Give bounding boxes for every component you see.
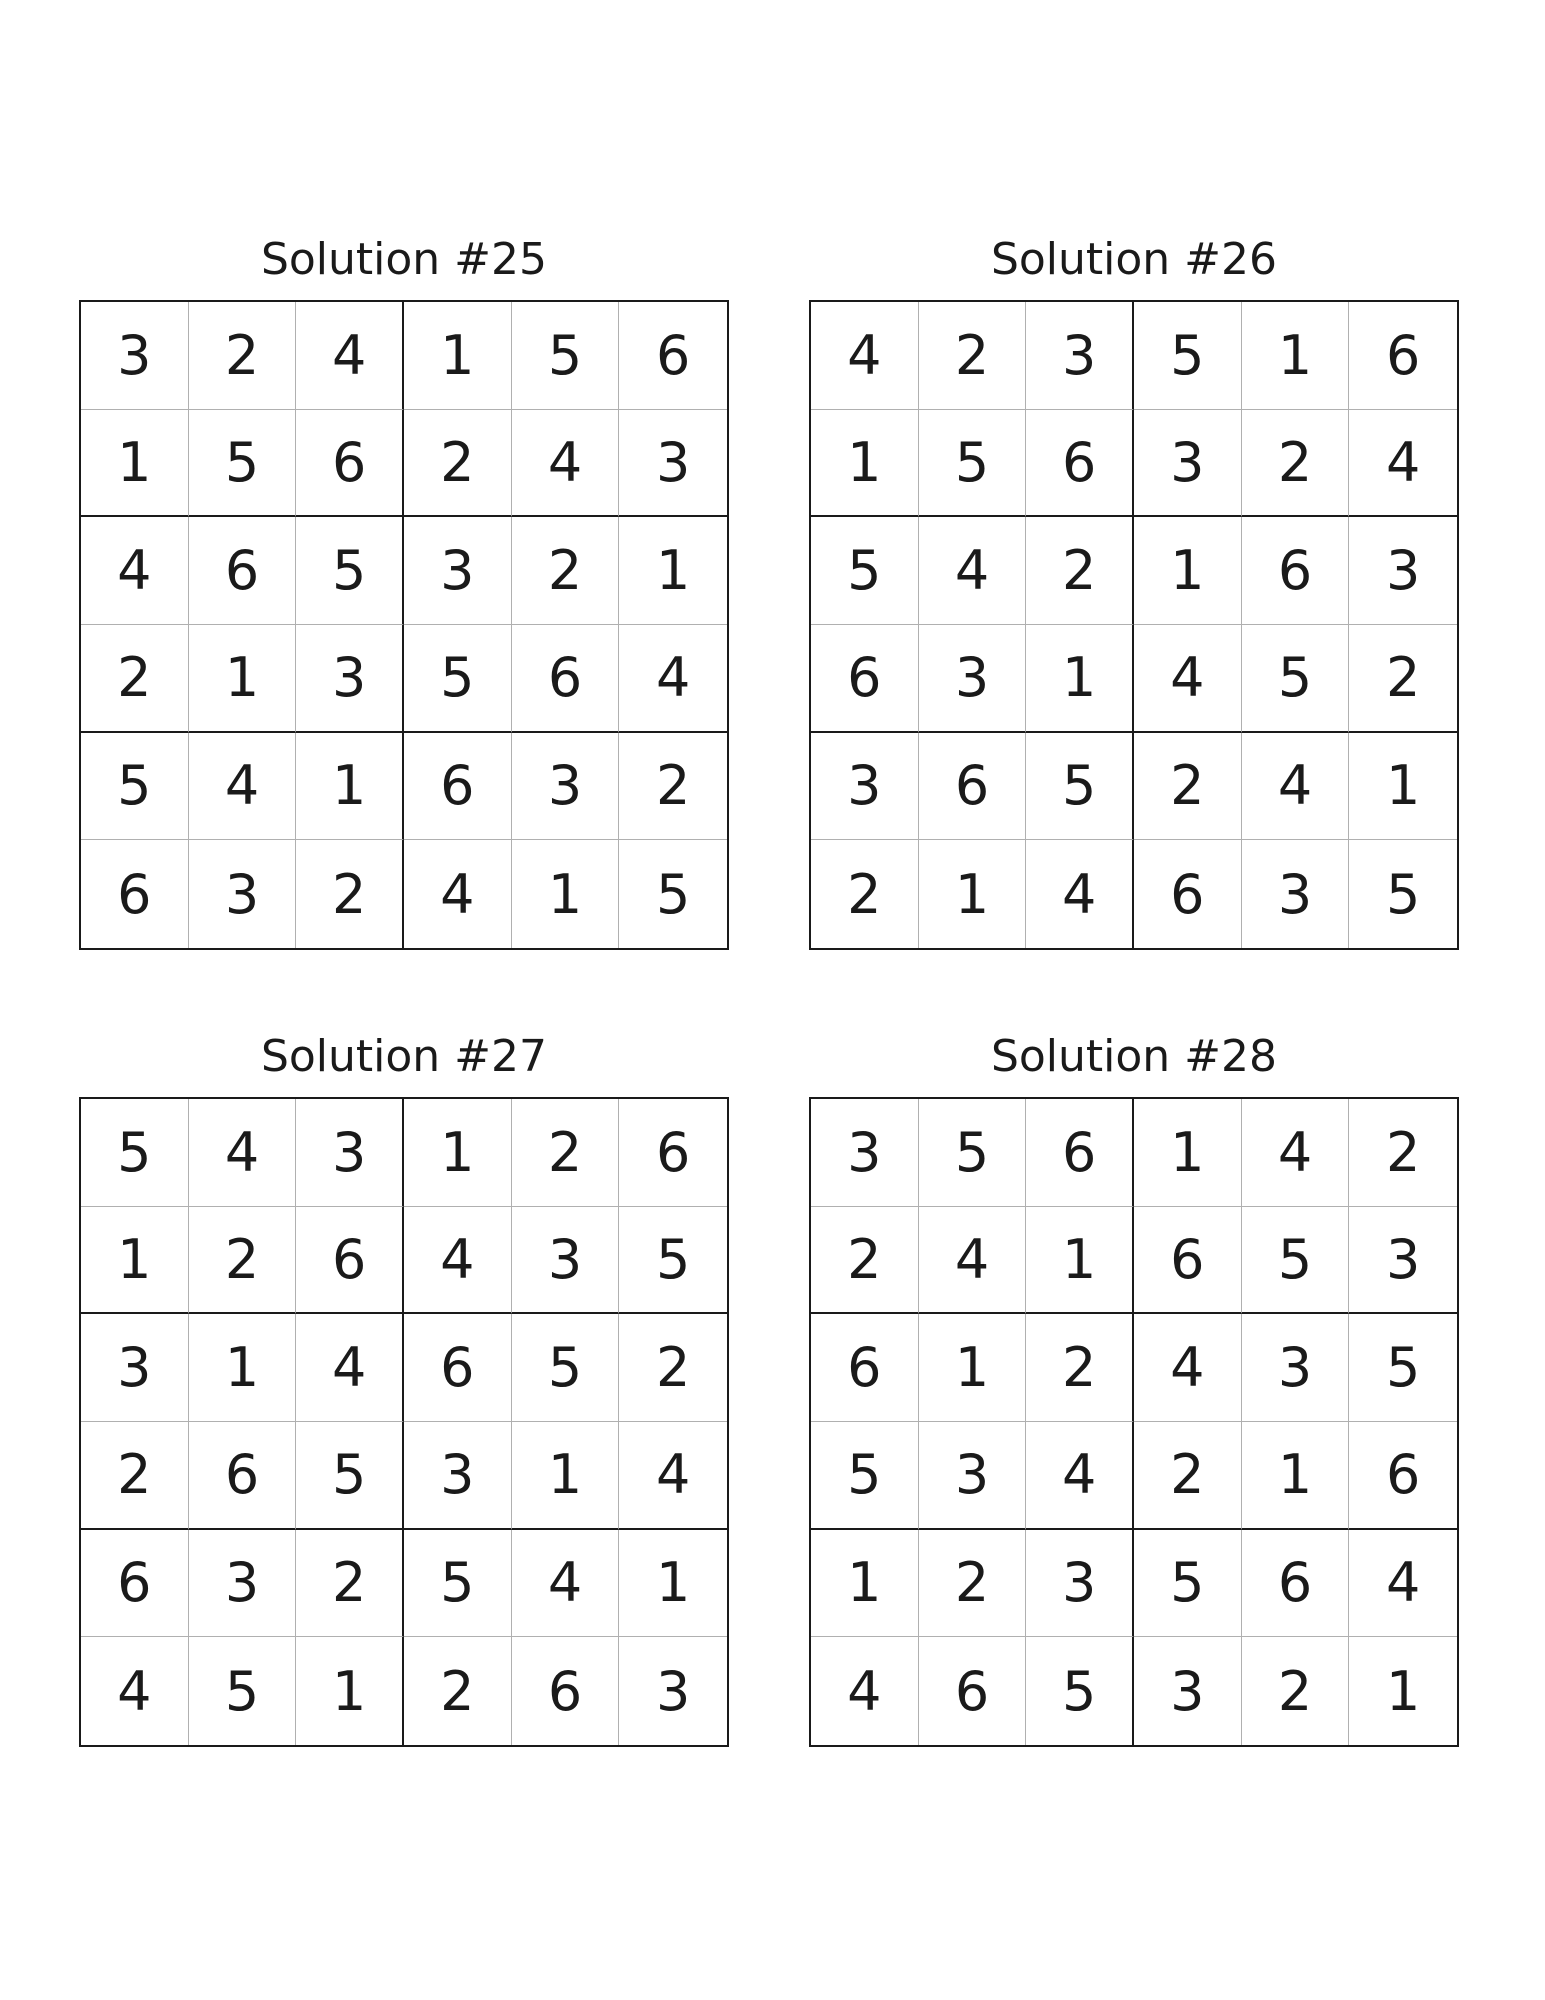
grid-cell: 5 <box>655 862 691 926</box>
grid-cell: 3 <box>296 625 404 733</box>
grid-cell: 6 <box>1349 1422 1457 1530</box>
grid-cell: 1 <box>1026 625 1134 733</box>
grid-cell: 2 <box>189 1207 297 1315</box>
grid-cell: 6 <box>512 625 620 733</box>
grid-cell: 2 <box>1349 1099 1457 1207</box>
grid-cell: 2 <box>919 1530 1027 1638</box>
grid-cell: 4 <box>1026 840 1134 948</box>
sudoku-grid <box>79 300 729 950</box>
grid-cell: 3 <box>404 1422 512 1530</box>
puzzle-title: Solution #25 <box>260 234 548 285</box>
grid-cell: 5 <box>1385 862 1421 926</box>
grid-cell: 6 <box>1026 410 1134 518</box>
grid-cell: 1 <box>1134 1099 1242 1207</box>
grid-cell: 6 <box>404 1314 512 1422</box>
grid-cell: 2 <box>1242 1637 1350 1745</box>
grid-cell: 2 <box>811 1207 919 1315</box>
grid-cell: 1 <box>1242 302 1350 410</box>
grid-cell: 6 <box>189 1422 297 1530</box>
grid-cell: 4 <box>1242 733 1350 841</box>
grid-cell: 1 <box>811 1530 919 1638</box>
grid-cell: 1 <box>189 1314 297 1422</box>
grid-cell: 1 <box>919 840 1027 948</box>
grid-cell: 6 <box>619 1099 727 1207</box>
grid-cell: 1 <box>619 517 727 625</box>
grid-cell: 3 <box>919 1422 1027 1530</box>
grid-cell: 4 <box>919 1207 1027 1315</box>
grid-cell: 2 <box>296 840 404 948</box>
grid-cell: 2 <box>189 302 297 410</box>
grid-cell: 1 <box>296 733 404 841</box>
grid-cell: 4 <box>189 733 297 841</box>
grid-cell: 5 <box>919 1099 1027 1207</box>
grid-cell: 5 <box>1242 625 1350 733</box>
grid-cell: 6 <box>811 1314 919 1422</box>
grid-cell: 6 <box>296 410 404 518</box>
grid-cell: 1 <box>1385 1659 1421 1723</box>
grid-cell: 1 <box>512 840 620 948</box>
grid-cell: 2 <box>404 410 512 518</box>
grid-cell: 2 <box>1026 1314 1134 1422</box>
grid-cell: 4 <box>81 1637 189 1745</box>
grid-cell: 1 <box>811 410 919 518</box>
grid-cell: 3 <box>1349 517 1457 625</box>
grid-cell: 2 <box>512 1099 620 1207</box>
grid-cell: 6 <box>296 1207 404 1315</box>
grid-cell: 2 <box>919 302 1027 410</box>
grid-cell: 5 <box>404 1530 512 1638</box>
grid-cell: 3 <box>619 410 727 518</box>
grid-cell: 1 <box>189 625 297 733</box>
grid-cell: 2 <box>81 625 189 733</box>
grid-cell: 4 <box>512 410 620 518</box>
grid-cell: 4 <box>811 302 919 410</box>
grid-cell: 2 <box>1349 625 1457 733</box>
grid-cell: 2 <box>1134 733 1242 841</box>
grid-cell: 3 <box>81 302 189 410</box>
grid-cell: 1 <box>81 1207 189 1315</box>
grid-cell: 1 <box>919 1314 1027 1422</box>
grid-cell: 4 <box>1134 625 1242 733</box>
grid-cell: 3 <box>1134 410 1242 518</box>
grid-cell: 4 <box>1349 410 1457 518</box>
grid-cell: 6 <box>919 1637 1027 1745</box>
grid-cell: 4 <box>296 302 404 410</box>
grid-cell: 5 <box>81 1099 189 1207</box>
grid-cell: 5 <box>811 1422 919 1530</box>
grid-cell: 4 <box>811 1637 919 1745</box>
grid-cell: 3 <box>189 840 297 948</box>
grid-cell: 3 <box>512 733 620 841</box>
grid-cell: 5 <box>189 410 297 518</box>
grid-cell: 5 <box>1134 1530 1242 1638</box>
grid-cell: 5 <box>1026 733 1134 841</box>
grid-cell: 3 <box>512 1207 620 1315</box>
grid-cell: 5 <box>512 1314 620 1422</box>
grid-cell: 3 <box>1134 1637 1242 1745</box>
grid-cell: 1 <box>1349 733 1457 841</box>
grid-cell: 6 <box>404 733 512 841</box>
grid-cell: 6 <box>619 302 727 410</box>
grid-cell: 6 <box>81 1530 189 1638</box>
grid-cell: 3 <box>1242 1314 1350 1422</box>
grid-cell: 3 <box>1242 840 1350 948</box>
grid-cell: 3 <box>811 1099 919 1207</box>
grid-cell: 5 <box>1134 302 1242 410</box>
grid-cell: 1 <box>1026 1207 1134 1315</box>
grid-cell: 5 <box>1242 1207 1350 1315</box>
grid-cell: 5 <box>404 625 512 733</box>
grid-cell: 5 <box>189 1637 297 1745</box>
grid-cell: 5 <box>296 517 404 625</box>
grid-cell: 5 <box>81 733 189 841</box>
grid-cell: 1 <box>1134 517 1242 625</box>
grid-cell: 3 <box>296 1099 404 1207</box>
grid-cell: 4 <box>404 840 512 948</box>
grid-cell: 2 <box>296 1530 404 1638</box>
grid-cell: 2 <box>619 1314 727 1422</box>
grid-cell: 3 <box>81 1314 189 1422</box>
grid-cell: 5 <box>919 410 1027 518</box>
grid-cell: 5 <box>619 1207 727 1315</box>
grid-cell: 6 <box>1134 840 1242 948</box>
grid-cell: 1 <box>1242 1422 1350 1530</box>
grid-cell: 5 <box>1026 1637 1134 1745</box>
grid-cell: 3 <box>189 1530 297 1638</box>
grid-cell: 5 <box>1349 1314 1457 1422</box>
grid-cell: 1 <box>619 1530 727 1638</box>
grid-cell: 1 <box>81 410 189 518</box>
grid-cell: 4 <box>81 517 189 625</box>
grid-cell: 4 <box>296 1314 404 1422</box>
grid-cell: 2 <box>404 1637 512 1745</box>
grid-cell: 6 <box>1242 1530 1350 1638</box>
grid-cell: 6 <box>512 1637 620 1745</box>
grid-cell: 4 <box>404 1207 512 1315</box>
grid-cell: 3 <box>919 625 1027 733</box>
grid-cell: 1 <box>512 1422 620 1530</box>
grid-cell: 4 <box>1134 1314 1242 1422</box>
grid-cell: 6 <box>1134 1207 1242 1315</box>
puzzle-title: Solution #28 <box>990 1031 1278 1082</box>
grid-cell: 3 <box>1349 1207 1457 1315</box>
grid-cell: 6 <box>1026 1099 1134 1207</box>
grid-cell: 2 <box>1026 517 1134 625</box>
grid-cell: 3 <box>404 517 512 625</box>
grid-cell: 4 <box>1349 1530 1457 1638</box>
grid-cell: 5 <box>811 517 919 625</box>
sudoku-grid <box>809 300 1459 950</box>
grid-cell: 4 <box>619 1422 727 1530</box>
grid-cell: 6 <box>189 517 297 625</box>
grid-cell: 2 <box>1134 1422 1242 1530</box>
puzzle-title: Solution #26 <box>990 234 1278 285</box>
grid-cell: 1 <box>404 302 512 410</box>
grid-cell: 6 <box>1242 517 1350 625</box>
sudoku-grid <box>79 1097 729 1747</box>
grid-cell: 6 <box>811 625 919 733</box>
grid-cell: 5 <box>296 1422 404 1530</box>
grid-cell: 3 <box>811 733 919 841</box>
grid-cell: 4 <box>1026 1422 1134 1530</box>
grid-cell: 4 <box>1242 1099 1350 1207</box>
grid-cell: 4 <box>619 625 727 733</box>
grid-cell: 4 <box>189 1099 297 1207</box>
grid-cell: 2 <box>619 733 727 841</box>
grid-cell: 3 <box>1026 302 1134 410</box>
grid-cell: 6 <box>81 840 189 948</box>
grid-cell: 2 <box>81 1422 189 1530</box>
grid-cell: 5 <box>512 302 620 410</box>
grid-cell: 1 <box>296 1637 404 1745</box>
grid-cell: 3 <box>1026 1530 1134 1638</box>
grid-cell: 4 <box>919 517 1027 625</box>
grid-cell: 3 <box>655 1659 691 1723</box>
grid-cell: 4 <box>512 1530 620 1638</box>
grid-cell: 6 <box>1349 302 1457 410</box>
grid-cell: 1 <box>404 1099 512 1207</box>
puzzle-title: Solution #27 <box>260 1031 548 1082</box>
sudoku-grid <box>809 1097 1459 1747</box>
grid-cell: 6 <box>919 733 1027 841</box>
grid-cell: 2 <box>1242 410 1350 518</box>
grid-cell: 2 <box>512 517 620 625</box>
grid-cell: 2 <box>811 840 919 948</box>
